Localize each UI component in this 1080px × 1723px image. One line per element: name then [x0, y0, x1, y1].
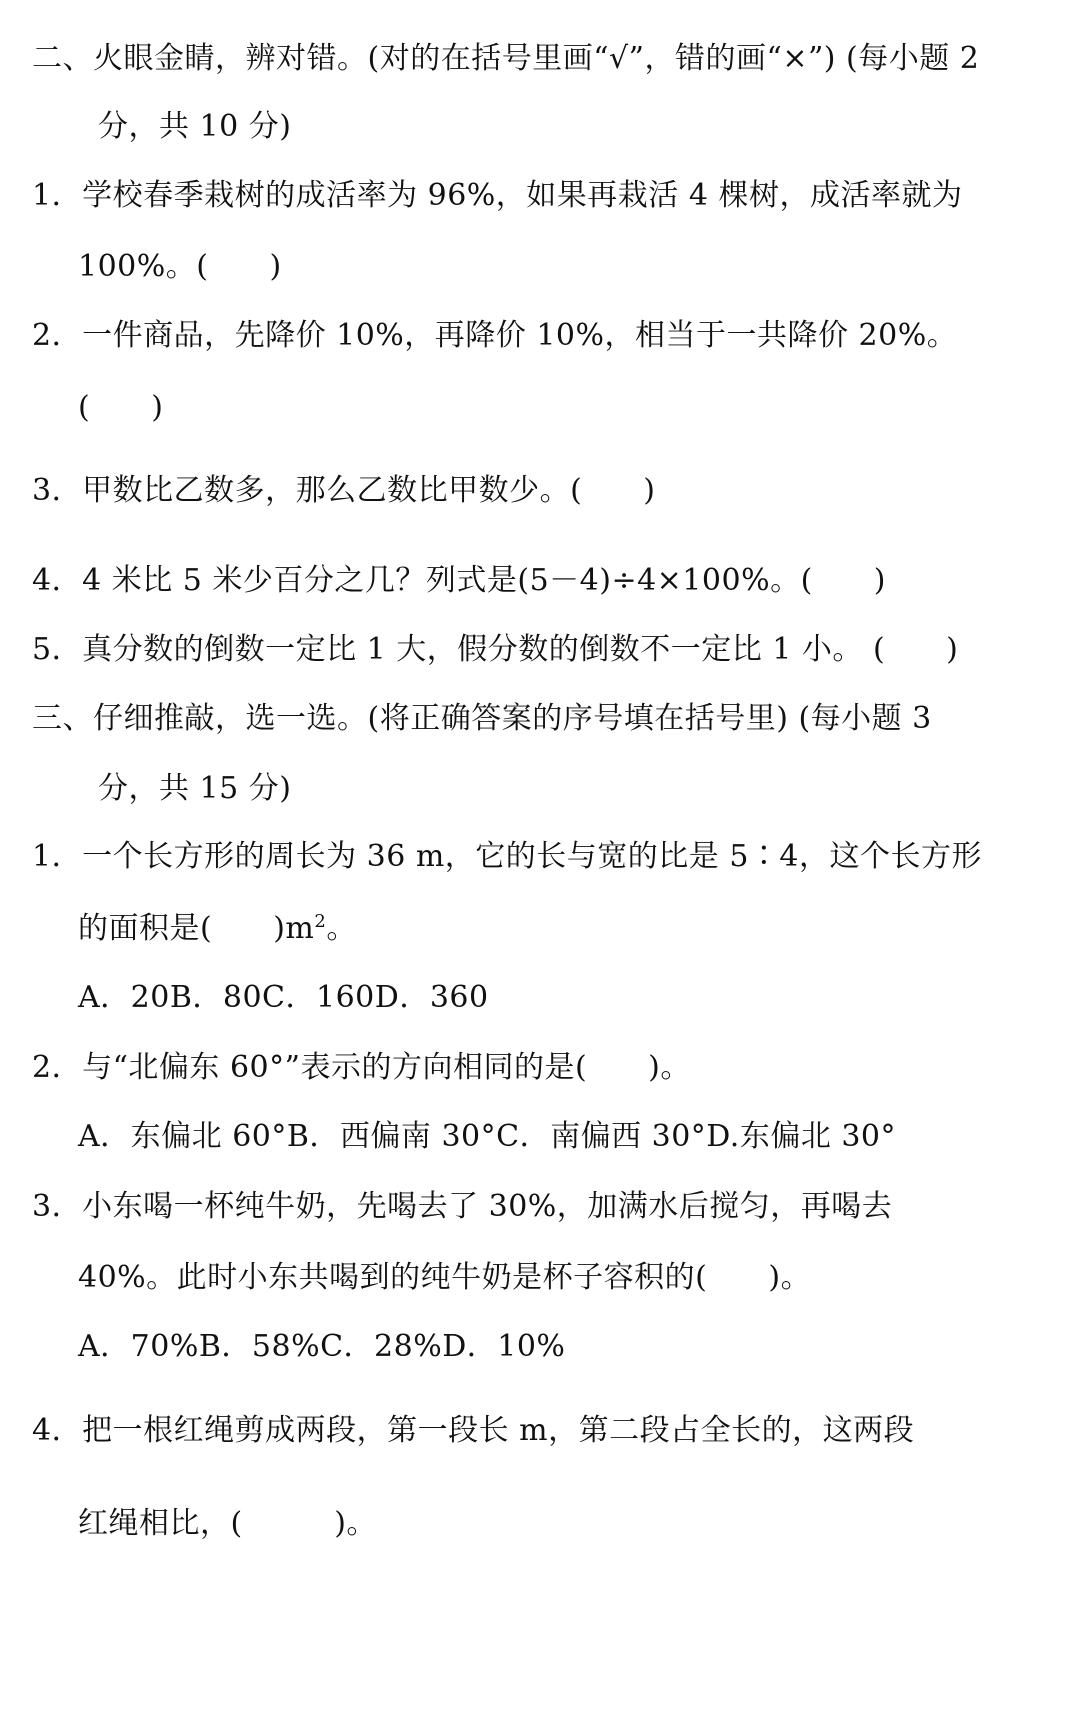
section2-question-2-line1: 2．一件商品，先降价 10%，再降价 10%，相当于一共降价 20%。: [32, 318, 958, 353]
section3-question-3-line1: 3．小东喝一杯纯牛奶，先喝去了 30%，加满水后搅匀，再喝去: [32, 1189, 893, 1224]
section2-question-2-line2: ( ): [78, 390, 164, 425]
section2-heading-line1: 二、火眼金睛，辨对错。(对的在括号里画“√”，错的画“×”) (每小题 2: [32, 41, 980, 76]
superscript-2: 2: [314, 911, 327, 932]
section3-question-1-line2: [78, 910, 357, 948]
section2-question-1-line2: 100%。( ): [78, 249, 282, 284]
section3-question-1-options: A．20B．80C．160D．360: [78, 980, 489, 1015]
section3-question-1-text: 的面积是( )m: [78, 911, 315, 946]
section3-question-2: 2．与“北偏东 60°”表示的方向相同的是( )。: [32, 1050, 691, 1085]
section3-question-2-options: A．东偏北 60°B．西偏南 30°C．南偏西 30°D.东偏北 30°: [78, 1119, 897, 1154]
section2-question-5: 5．真分数的倒数一定比 1 大，假分数的倒数不一定比 1 小。 ( ): [32, 632, 959, 667]
section3-heading-line1: 三、仔细推敲，选一选。(将正确答案的序号填在括号里) (每小题 3: [32, 701, 932, 736]
section3-question-3-line2: 40%。此时小东共喝到的纯牛奶是杯子容积的( )。: [78, 1260, 812, 1295]
section3-question-1-end: 。: [326, 911, 357, 946]
section3-question-1-line1: 1．一个长方形的周长为 36 m，它的长与宽的比是 5∶4，这个长方形: [32, 839, 982, 874]
section2-question-4: 4．4 米比 5 米少百分之几？列式是(5－4)÷4×100%。( ): [32, 563, 886, 598]
section2-question-1-line1: 1．学校春季栽树的成活率为 96%，如果再栽活 4 棵树，成活率就为: [32, 178, 963, 213]
section3-heading-line2: 分，共 15 分): [98, 771, 292, 806]
section3-question-3-options: A．70%B．58%C．28%D．10%: [78, 1329, 566, 1364]
section2-heading-line2: 分，共 10 分): [98, 109, 292, 144]
section3-question-4-line2: 红绳相比，( )。: [78, 1506, 377, 1541]
section3-question-4-line1: 4．把一根红绳剪成两段，第一段长 m，第二段占全长的，这两段: [32, 1413, 915, 1448]
section2-question-3: 3．甲数比乙数多，那么乙数比甲数少。( ): [32, 473, 656, 508]
